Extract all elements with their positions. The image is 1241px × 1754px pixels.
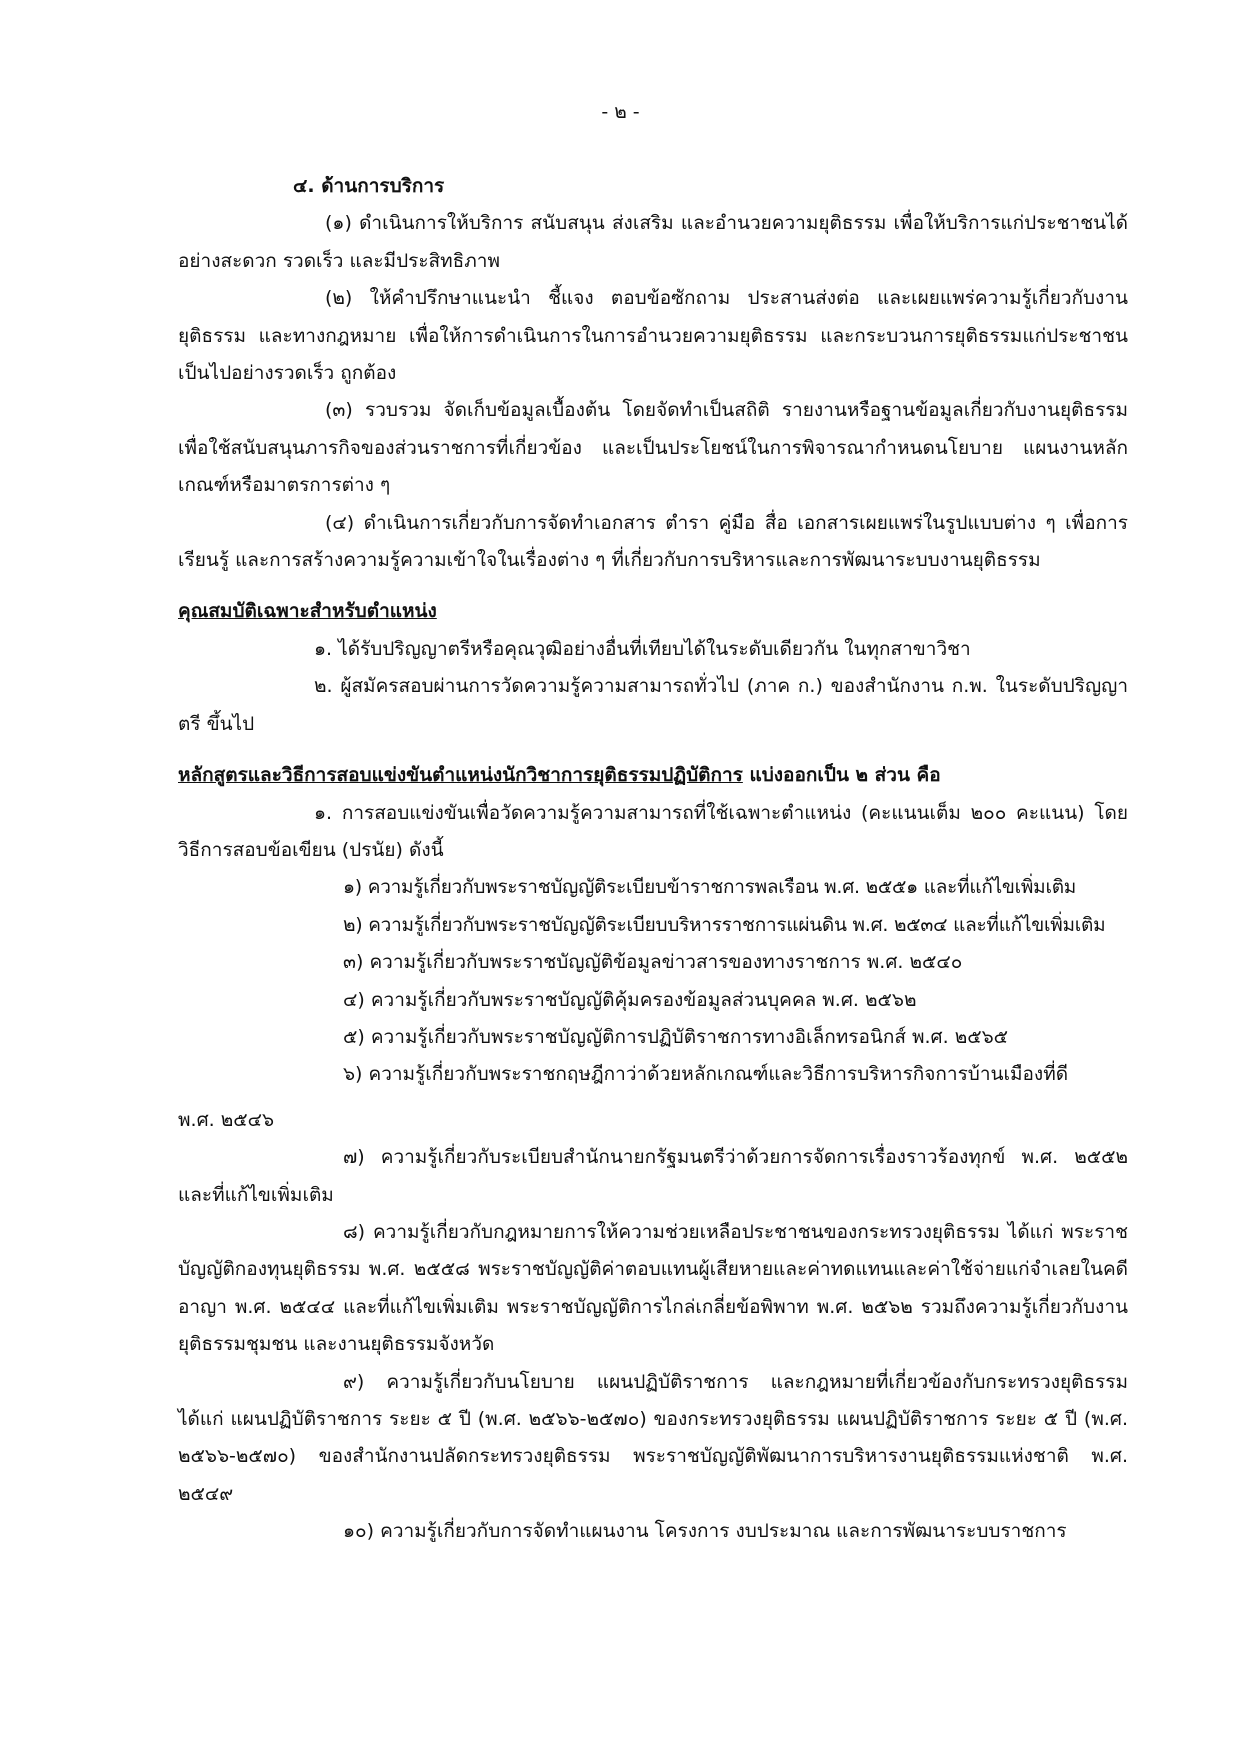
qualifications-heading: คุณสมบัติเฉพาะสำหรับตำแหน่ง [178, 600, 437, 623]
document-body [178, 168, 1128, 1551]
service-item-3: (๓) รวบรวม จัดเก็บข้อมูลเบื้องต้น โดยจัดทำเป็นสถิติ รายงานหรือฐานข้อมูลเกี่ยวกับงานยุติธรรมเพื่อใช้สนับสนุนภารกิจของส่วนราชการที่เกี่ยวข้อง และเป็นประโยชน์ในการพิจารณากำหนดนโยบาย แผนงานหลักเกณฑ์หรือมาตรการต่าง ๆ [178, 399, 1128, 497]
service-item-2: (๒) ให้คำปรึกษาแนะนำ ชี้แจง ตอบข้อซักถาม ประสานส่งต่อ และเผยแพร่ความรู้เกี่ยวกับงานยุติธรรม และทางกฎหมาย เพื่อให้การดำเนินการในการอำนวยความยุติธรรม และกระบวนการยุติธรรมแก่ประชาชน เป็นไปอย่างรวดเร็ว ถูกต้อง [178, 287, 1128, 385]
page-number: - ๒ - [601, 101, 640, 123]
service-item-1: (๑) ดำเนินการให้บริการ สนับสนุน ส่งเสริม และอำนวยความยุติธรรม เพื่อให้บริการแก่ประชาชนได้อย่างสะดวก รวดเร็ว และมีประสิทธิภาพ [178, 212, 1128, 272]
exam-topic-9: ๙) ความรู้เกี่ยวกับนโยบาย แผนปฏิบัติราชการ และกฎหมายที่เกี่ยวข้องกับกระทรวงยุติธรรม ได้แก่ แผนปฏิบัติราชการ ระยะ ๕ ปี (พ.ศ. ๒๕๖๖-๒๕๗๐) ของกระทรวงยุติธรรม แผนปฏิบัติราชการ ระยะ ๕ ปี (พ.ศ. ๒๕๖๖-๒๕๗๐) ของสำนักงานปลัดกระทรวงยุติธรรม พระราชบัญญัติพัฒนาการบริหารงานยุติธรรมแห่งชาติ พ.ศ. ๒๕๔๙ [178, 1370, 1128, 1505]
exam-topic-6: ๖) ความรู้เกี่ยวกับพระราชกฤษฎีกาว่าด้วยหลักเกณฑ์และวิธีการบริหารกิจการบ้านเมืองที่ดี [343, 1063, 1069, 1086]
exam-topic-7: ๗) ความรู้เกี่ยวกับระเบียบสำนักนายกรัฐมนตรีว่าด้วยการจัดการเรื่องราวร้องทุกข์ พ.ศ. ๒๕๕๒ และที่แก้ไขเพิ่มเติม [178, 1146, 1128, 1206]
exam-topic-3: ๓) ความรู้เกี่ยวกับพระราชบัญญัติข้อมูลข่าวสารของทางราชการ พ.ศ. ๒๕๔๐ [343, 951, 963, 974]
exam-heading [178, 757, 1128, 794]
qualification-item-1: ๑. ได้รับปริญญาตรีหรือคุณวุฒิอย่างอื่นที่เทียบได้ในระดับเดียวกัน ในทุกสาขาวิชา [314, 637, 971, 660]
exam-heading-rest: แบ่งออกเป็น ๒ ส่วน คือ [742, 764, 941, 787]
exam-topic-10: ๑๐) ความรู้เกี่ยวกับการจัดทำแผนงาน โครงการ งบประมาณ และการพัฒนาระบบราชการ [343, 1520, 1067, 1543]
exam-part-1: ๑. การสอบแข่งขันเพื่อวัดความรู้ความสามารถที่ใช้เฉพาะตำแหน่ง (คะแนนเต็ม ๒๐๐ คะแนน) โดยวิธีการสอบข้อเขียน (ปรนัย) ดังนี้ [178, 801, 1128, 861]
exam-topic-8: ๘) ความรู้เกี่ยวกับกฎหมายการให้ความช่วยเหลือประชาชนของกระทรวงยุติธรรม ได้แก่ พระราชบัญญัติกองทุนยุติธรรม พ.ศ. ๒๕๕๘ พระราชบัญญัติค่าตอบแทนผู้เสียหายและค่าทดแทนและค่าใช้จ่ายแก่จำเลยในคดีอาญา พ.ศ. ๒๕๔๔ และที่แก้ไขเพิ่มเติม พระราชบัญญัติการไกล่เกลี่ยข้อพิพาท พ.ศ. ๒๕๖๒ รวมถึงความรู้เกี่ยวกับงานยุติธรรมชุมชน และงานยุติธรรมจังหวัด [178, 1220, 1128, 1356]
exam-topic-2: ๒) ความรู้เกี่ยวกับพระราชบัญญัติระเบียบบริหารราชการแผ่นดิน พ.ศ. ๒๕๓๔ และที่แก้ไขเพิ่มเติม [343, 913, 1106, 936]
exam-heading-underlined: หลักสูตรและวิธีการสอบแข่งขันตำแหน่งนักวิชาการยุติธรรมปฏิบัติการ [178, 764, 743, 787]
qualification-item-2: ๒. ผู้สมัครสอบผ่านการวัดความรู้ความสามารถทั่วไป (ภาค ก.) ของสำนักงาน ก.พ. ในระดับปริญญาตรี ขึ้นไป [178, 675, 1128, 735]
service-item-4: (๔) ดำเนินการเกี่ยวกับการจัดทำเอกสาร ตำรา คู่มือ สื่อ เอกสารเผยแพร่ในรูปแบบต่าง ๆ เพื่อการเรียนรู้ และการสร้างความรู้ความเข้าใจในเรื่องต่าง ๆ ที่เกี่ยวกับการบริหารและการพัฒนาระบบงานยุติธรรม [178, 511, 1128, 572]
exam-topic-4: ๔) ความรู้เกี่ยวกับพระราชบัญญัติคุ้มครองข้อมูลส่วนบุคคล พ.ศ. ๒๕๖๒ [343, 988, 917, 1011]
service-heading: ๔. ด้านการบริการ [293, 175, 445, 197]
exam-topic-6-continuation: พ.ศ. ๒๕๔๖ [178, 1108, 275, 1131]
exam-topic-5: ๕) ความรู้เกี่ยวกับพระราชบัญญัติการปฏิบัติราชการทางอิเล็กทรอนิกส์ พ.ศ. ๒๕๖๕ [343, 1025, 1009, 1048]
spacer [178, 1094, 1128, 1102]
exam-topic-1: ๑) ความรู้เกี่ยวกับพระราชบัญญัติระเบียบข้าราชการพลเรือน พ.ศ. ๒๕๕๑ และที่แก้ไขเพิ่มเติม [343, 876, 1077, 899]
